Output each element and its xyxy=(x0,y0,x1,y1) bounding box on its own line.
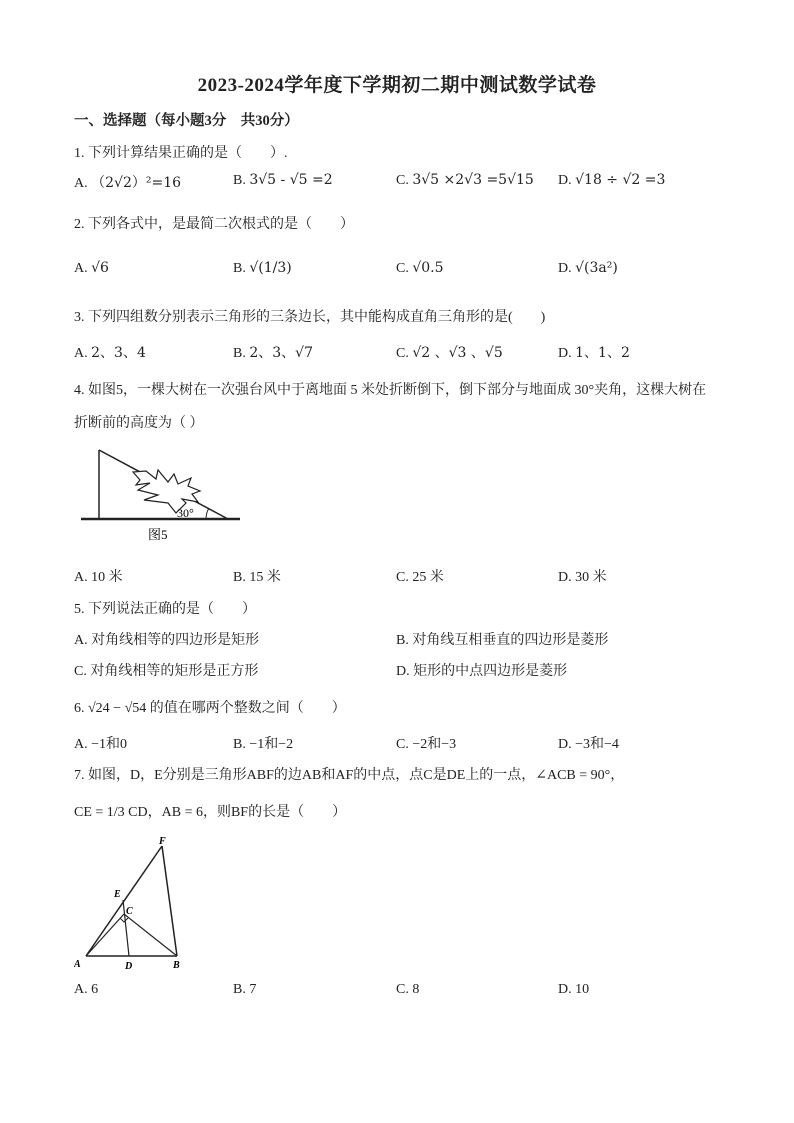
q1-option-c-text: 3√5 ×2√3 =5√15 xyxy=(412,172,534,188)
q2-option-d xyxy=(558,260,618,277)
label-a: A xyxy=(74,959,81,970)
q5-option-c-text: 对角线相等的矩形是正方形 xyxy=(90,664,259,679)
right-angle-mark xyxy=(120,918,128,922)
q6-option-b-label: B. xyxy=(233,737,246,752)
q3-option-a xyxy=(74,342,146,362)
q6-stem: 6. √24 − √54 的值在哪两个整数之间（ ） xyxy=(74,701,346,716)
q3-option-c-text: √2 、√3 、√5 xyxy=(412,345,503,361)
q4-option-c xyxy=(396,566,444,586)
segment-ac xyxy=(86,914,124,956)
q5-stem: 5. 下列说法正确的是（ ） xyxy=(74,602,256,617)
q5-option-a xyxy=(74,629,259,649)
q1-option-a-text: （2√2）²=16 xyxy=(91,175,182,191)
q6-option-c-label: C. xyxy=(396,737,409,752)
figure-caption: 图5 xyxy=(148,527,168,542)
q7-option-b xyxy=(233,982,256,998)
q1-option-d-text: √18 ÷ √2 =3 xyxy=(575,172,666,188)
q5-option-a-text: 对角线相等的四边形是矩形 xyxy=(91,633,260,648)
q1-option-b-text: 3√5 - √5 =2 xyxy=(249,172,333,188)
q4-option-d-label: D. xyxy=(558,570,572,585)
q1-option-a xyxy=(74,172,181,192)
label-c: C xyxy=(126,906,133,917)
q3-option-c xyxy=(396,342,503,362)
q6-option-c xyxy=(396,733,456,753)
q7-option-c-label: C. xyxy=(396,982,409,997)
q4-option-d xyxy=(558,566,607,586)
label-b: B xyxy=(173,960,180,971)
q7-option-c xyxy=(396,982,419,998)
q3-option-a-label: A. xyxy=(74,346,88,361)
q2-option-a-label: A. xyxy=(74,261,88,276)
q3-stem: 3. 下列四组数分别表示三角形的三条边长，其中能构成直角三角形的是( ) xyxy=(74,310,546,325)
segment-bc xyxy=(124,914,177,956)
q2-stem: 2. 下列各式中，是最简二次根式的是（ ） xyxy=(74,217,354,232)
side-af xyxy=(86,846,162,956)
q6-option-c-text: −2和−3 xyxy=(412,737,457,752)
q1-option-d-label: D. xyxy=(558,173,572,188)
q1-option-d xyxy=(558,172,665,189)
section-header: 一、选择题（每小题3分 共30分） xyxy=(74,113,299,129)
q7-stem-line1: 7. 如图，D，E分别是三角形ABF的边AB和AF的中点，点C是DE上的一点，∠ACB = 90°， xyxy=(74,768,625,783)
q4-option-b-label: B. xyxy=(233,570,246,585)
q7-option-d xyxy=(558,982,589,998)
q5-option-d-label: D. xyxy=(396,664,410,679)
q1-stem: 1. 下列计算结果正确的是（ ）. xyxy=(74,146,288,161)
q6-option-d-label: D. xyxy=(558,737,572,752)
q5-option-a-label: A. xyxy=(74,633,88,648)
q2-option-c-label: C. xyxy=(396,261,409,276)
q1-option-b xyxy=(233,172,333,189)
q7-option-b-label: B. xyxy=(233,982,246,997)
side-bf xyxy=(162,846,177,956)
q2-option-c xyxy=(396,260,444,277)
q6-option-a-text: −1和0 xyxy=(91,737,128,752)
q4-figure-fallen-tree xyxy=(78,445,248,550)
q3-option-d xyxy=(558,342,630,362)
q6-option-d xyxy=(558,733,619,753)
q7-option-b-text: 7 xyxy=(249,982,257,997)
q5-option-d xyxy=(396,660,567,680)
q7-option-c-text: 8 xyxy=(412,982,420,997)
q3-option-c-label: C. xyxy=(396,346,409,361)
q4-option-d-text: 30 米 xyxy=(575,570,607,585)
q6-option-a xyxy=(74,733,127,753)
q6-option-b xyxy=(233,733,293,753)
q3-option-b-text: 2、3、√7 xyxy=(249,345,313,361)
q4-stem-line2: 折断前的高度为（ ） xyxy=(74,416,204,431)
q7-option-a-text: 6 xyxy=(91,982,99,997)
q3-option-d-text: 1、1、2 xyxy=(575,345,630,361)
q3-option-b-label: B. xyxy=(233,346,246,361)
label-d: D xyxy=(125,961,133,972)
q4-option-a xyxy=(74,566,123,586)
q2-option-b-label: B. xyxy=(233,261,246,276)
q4-option-b-text: 15 米 xyxy=(249,570,281,585)
q5-option-d-text: 矩形的中点四边形是菱形 xyxy=(413,664,568,679)
q6-option-a-label: A. xyxy=(74,737,88,752)
q2-option-d-text: √(3a²) xyxy=(575,260,618,276)
q4-option-b xyxy=(233,566,281,586)
q1-option-c-label: C. xyxy=(396,173,409,188)
q7-stem-line2: CE = 1/3 CD，AB = 6，则BF的长是（ ） xyxy=(74,805,347,820)
q1-option-b-label: B. xyxy=(233,173,246,188)
q5-option-b-text: 对角线互相垂直的四边形是菱形 xyxy=(412,633,609,648)
q7-figure-triangle xyxy=(74,834,194,974)
q2-option-a xyxy=(74,260,109,277)
q7-option-d-label: D. xyxy=(558,982,572,997)
q1-option-c xyxy=(396,172,534,189)
q4-option-c-label: C. xyxy=(396,570,409,585)
q5-option-b-label: B. xyxy=(396,633,409,648)
angle-arc xyxy=(206,508,209,519)
q7-option-a xyxy=(74,982,98,998)
exam-title: 2023-2024学年度下学期初二期中测试数学试卷 xyxy=(197,75,597,96)
q4-stem-line1: 4. 如图5，一棵大树在一次强台风中于离地面 5 米处折断倒下，倒下部分与地面成 30°夹角，这棵大树在 xyxy=(74,383,707,398)
q2-option-b-text: √(1/3) xyxy=(249,260,292,276)
q3-option-d-label: D. xyxy=(558,346,572,361)
q2-option-c-text: √0.5 xyxy=(412,260,444,276)
q7-option-d-text: 10 xyxy=(575,982,590,997)
q7-option-a-label: A. xyxy=(74,982,88,997)
angle-label: 30° xyxy=(177,506,194,520)
q3-option-b xyxy=(233,342,313,362)
q6-option-d-text: −3和−4 xyxy=(575,737,619,752)
q5-option-b xyxy=(396,629,608,649)
q5-option-c xyxy=(74,660,258,680)
label-f: F xyxy=(159,836,166,847)
q1-option-a-label: A. xyxy=(74,176,88,191)
q4-option-a-label: A. xyxy=(74,570,88,585)
q4-option-c-text: 25 米 xyxy=(412,570,444,585)
q2-option-a-text: √6 xyxy=(91,260,109,276)
q4-option-a-text: 10 米 xyxy=(91,570,123,585)
q2-option-b xyxy=(233,260,292,277)
q5-option-c-label: C. xyxy=(74,664,87,679)
q6-option-b-text: −1和−2 xyxy=(249,737,294,752)
label-e: E xyxy=(114,889,121,900)
q2-option-d-label: D. xyxy=(558,261,572,276)
q3-option-a-text: 2、3、4 xyxy=(91,345,146,361)
